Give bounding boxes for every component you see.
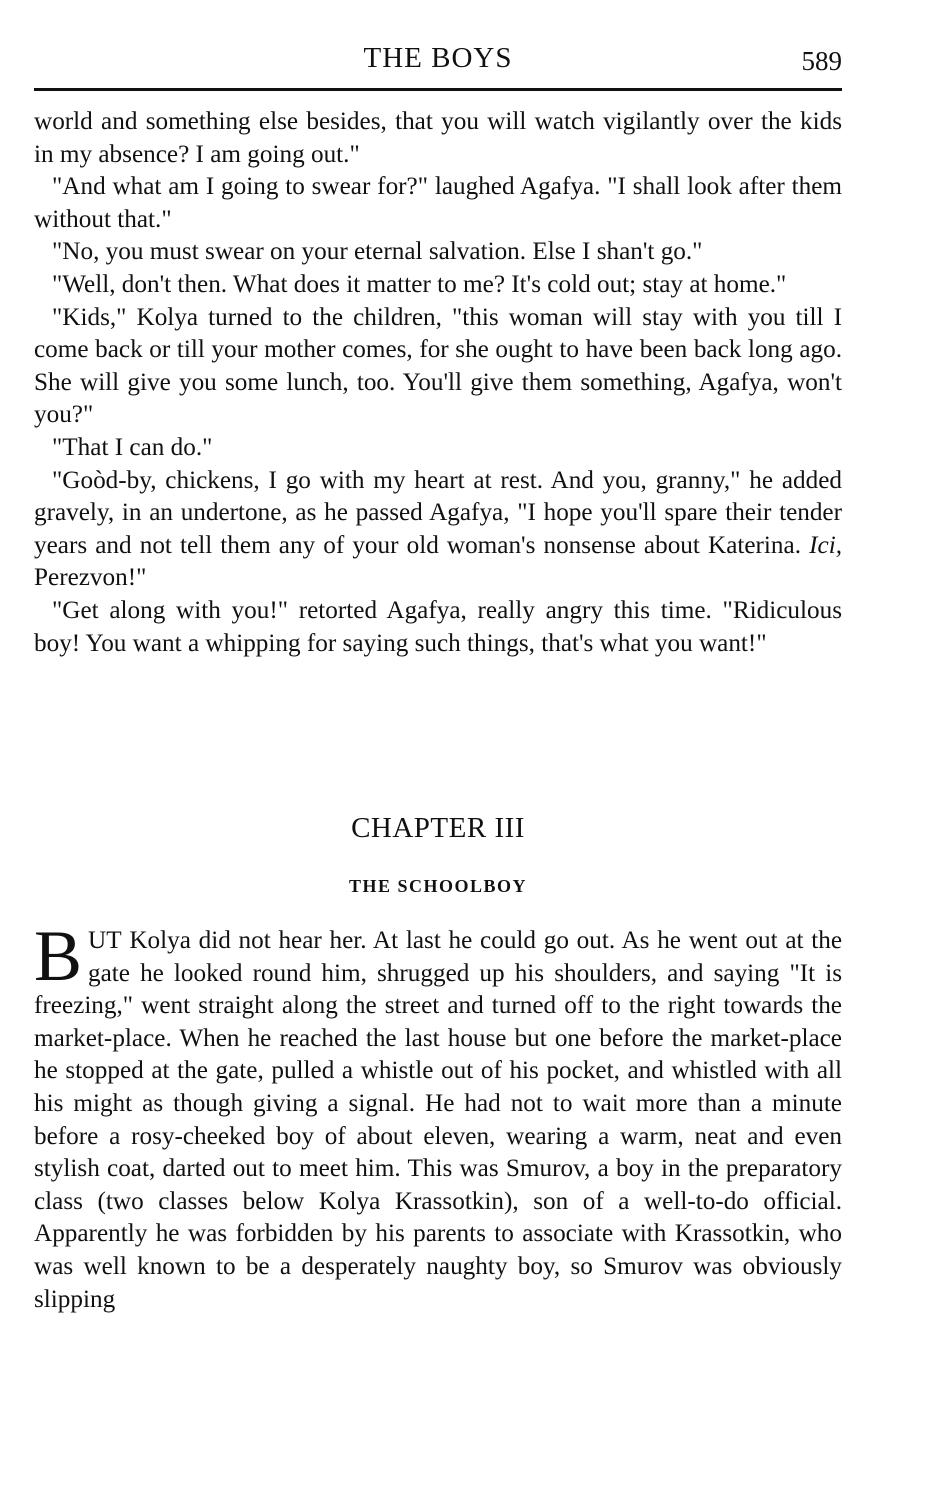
paragraph: "Well, don't then. What does it matter to me? It's cold out; stay at home." (52, 270, 787, 298)
paragraph: "Kids," Kolya turned to the children, "this woman will stay with you till I come back or till your mother comes, for she ought to have been back long ago. She will give you some lunch, too. You'll give them something, Agafya, won't you?" (34, 303, 842, 429)
chapter-body (34, 916, 842, 1316)
paragraph: "That I can do." (52, 433, 213, 461)
page-number: 589 (801, 46, 842, 76)
paragraph-text: Kolya did not hear her. At last he could go out. As he went out at the gate he looked round him, shrugged up his shoulders, and saying "It is freezing," went straight along the street and turned off to the right towards the market-place. When he reached the last house but one before the market-place he stopped at the gate, pulled a whistle out of his pocket, and whistled with all his might as though giving a signal. He had not to wait more than a minute before a rosy-cheeked boy of about eleven, wearing a warm, neat and even stylish coat, darted out to meet him. This was Smurov, a boy in the preparatory class (two classes below Kolya Krassotkin), son of a well-to-do official. Apparently he was forbidden by his parents to associate with Krassotkin, who was well known to be a desperately naughty boy, so Smurov was obviously slipping (34, 927, 842, 1313)
paragraph-text: "Goòd-by, chickens, I go with my heart at rest. And you, granny," he added gravely, in an undertone, as he passed Agafya, "I hope you'll spare their tender years and not tell them any of your old woman's nonsense about Katerina. (34, 466, 842, 559)
paragraph-text: Perezvon!" (34, 564, 147, 592)
paragraph (34, 465, 842, 595)
chapter-heading: CHAPTER III (351, 812, 525, 844)
opening-caps: UT (88, 927, 122, 954)
running-title: THE BOYS (363, 42, 513, 74)
paragraph: world and something else besides, that you will watch vigilantly over the kids in my absence? I am going out." (34, 108, 842, 168)
running-head (34, 42, 842, 82)
paragraph: "And what am I going to swear for?" laughed Agafya. "I shall look after them without that." (34, 173, 842, 233)
chapter-subtitle: THE SCHOOLBOY (348, 876, 528, 896)
text-block-top (34, 106, 842, 660)
chapter-opening-paragraph (34, 916, 842, 1316)
italic-word: Ici, (809, 531, 842, 559)
header-rule (34, 88, 842, 91)
paragraph: "Get along with you!" retorted Agafya, really angry this time. "Ridiculous boy! You want a whipping for saying such things, that's what you want!" (34, 596, 842, 657)
paragraph: "No, you must swear on your eternal salvation. Else I shan't go." (52, 238, 703, 266)
drop-cap: B (34, 916, 83, 996)
